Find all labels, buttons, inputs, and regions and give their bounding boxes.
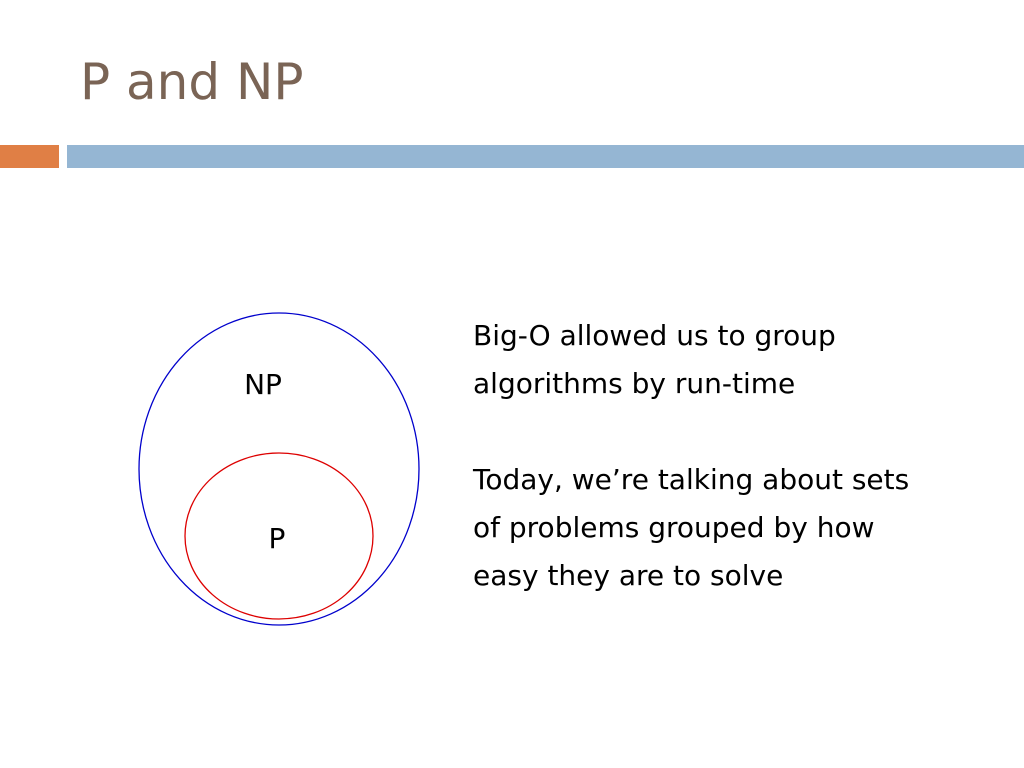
text-line: of problems grouped by how bbox=[473, 511, 875, 544]
p-label: P bbox=[268, 522, 286, 555]
text-line: Big-O allowed us to group bbox=[473, 319, 836, 352]
text-line: easy they are to solve bbox=[473, 559, 784, 592]
text-line: algorithms by run-time bbox=[473, 367, 796, 400]
slide-body-text bbox=[473, 312, 993, 600]
np-set-circle bbox=[139, 313, 419, 625]
np-label: NP bbox=[244, 368, 282, 401]
paragraph-spacer bbox=[473, 408, 993, 456]
paragraph-today bbox=[473, 456, 993, 600]
text-line: Today, we’re talking about sets bbox=[473, 463, 910, 496]
paragraph-big-o bbox=[473, 312, 993, 408]
slide-title: P and NP bbox=[80, 53, 304, 111]
